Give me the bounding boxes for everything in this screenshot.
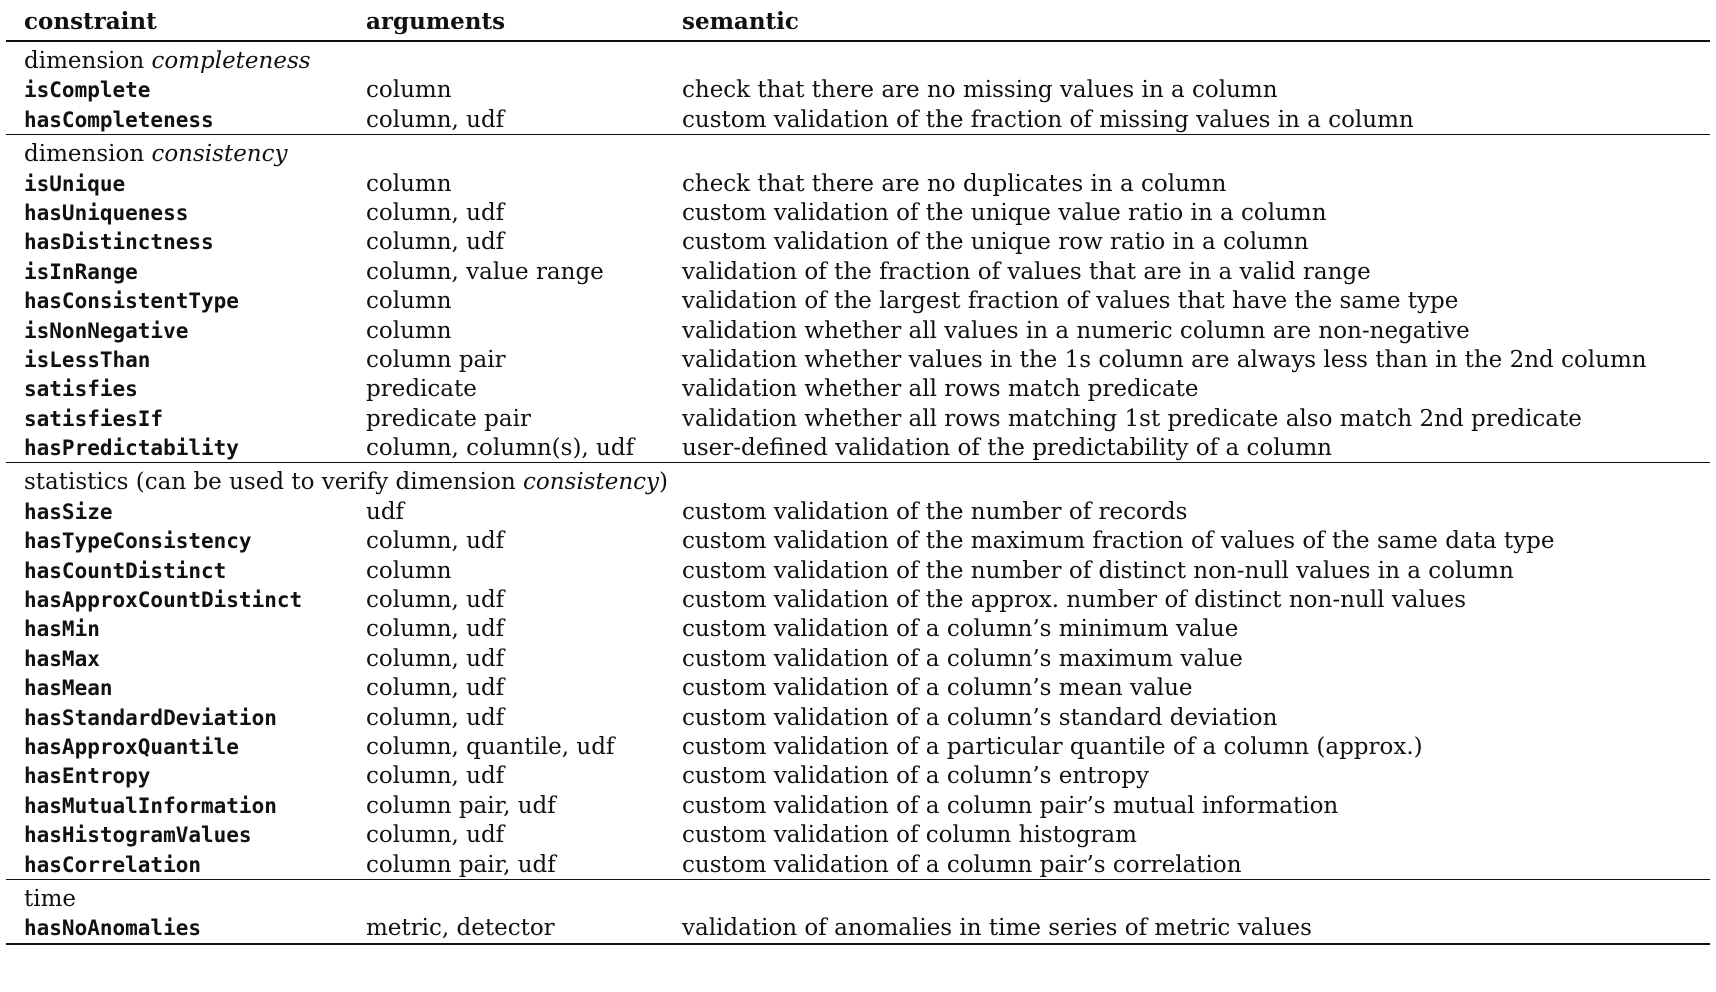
- semantic-cell: custom validation of the number of distinct non-null values in a column: [682, 557, 1514, 584]
- section-rule: [6, 943, 1710, 945]
- constraint-cell: hasUniqueness: [24, 200, 189, 225]
- table-row: [6, 345, 1714, 374]
- arguments-cell: column, value range: [366, 258, 604, 285]
- section-title-prefix: statistics (can be used to verify dimension: [24, 469, 523, 496]
- arguments-cell: column, udf: [366, 704, 505, 731]
- table-row: [6, 257, 1714, 286]
- table-row: [6, 703, 1714, 732]
- constraint-cell: hasCompleteness: [24, 107, 214, 132]
- semantic-cell: validation whether all values in a numeric column are non-negative: [682, 317, 1470, 344]
- semantic-cell: custom validation of the unique value ratio in a column: [682, 199, 1327, 226]
- section-title-prefix: time: [24, 885, 77, 912]
- table-row: [6, 169, 1714, 198]
- table-row: [6, 227, 1714, 256]
- arguments-cell: predicate pair: [366, 405, 531, 432]
- arguments-cell: column, udf: [366, 106, 505, 133]
- table-row: [6, 673, 1714, 702]
- constraint-cell: hasMax: [24, 646, 100, 671]
- semantic-cell: custom validation of a column pair’s mutual information: [682, 792, 1339, 819]
- table-row: [6, 791, 1714, 820]
- arguments-cell: predicate: [366, 376, 477, 403]
- section-title-emphasis: consistency: [151, 141, 288, 168]
- semantic-cell: check that there are no missing values in a column: [682, 77, 1278, 104]
- semantic-cell: custom validation of a particular quantile of a column (approx.): [682, 733, 1423, 760]
- constraint-cell: hasMin: [24, 617, 100, 642]
- constraint-cell: hasNoAnomalies: [24, 916, 202, 941]
- arguments-cell: column, udf: [366, 587, 505, 614]
- semantic-cell: custom validation of the number of records: [682, 498, 1188, 525]
- arguments-cell: column: [366, 288, 452, 315]
- arguments-cell: column pair, udf: [366, 792, 556, 819]
- section-title: [6, 139, 1714, 168]
- constraint-cell: hasMean: [24, 676, 113, 701]
- arguments-cell: column, udf: [366, 229, 505, 256]
- table-row: [6, 75, 1714, 104]
- table-row: [6, 585, 1714, 614]
- semantic-cell: custom validation of the fraction of missing values in a column: [682, 106, 1414, 133]
- table-row: [6, 404, 1714, 433]
- section-title-text: [24, 48, 311, 75]
- constraint-cell: hasApproxCountDistinct: [24, 588, 303, 613]
- semantic-cell: validation whether all rows matching 1st predicate also match 2nd predicate: [682, 405, 1582, 432]
- constraint-cell: isNonNegative: [24, 318, 189, 343]
- header-arguments: arguments: [366, 8, 506, 35]
- semantic-cell: custom validation of a column pair’s correlation: [682, 851, 1242, 878]
- constraint-cell: hasSize: [24, 499, 113, 524]
- section-title: [6, 467, 1714, 496]
- arguments-cell: column, udf: [366, 616, 505, 643]
- arguments-cell: column, udf: [366, 763, 505, 790]
- arguments-cell: udf: [366, 498, 405, 525]
- semantic-cell: custom validation of a column’s minimum value: [682, 616, 1239, 643]
- semantic-cell: custom validation of the unique row ratio in a column: [682, 229, 1309, 256]
- table-row: [6, 105, 1714, 134]
- table-body: [6, 42, 1714, 945]
- table-row: [6, 644, 1714, 673]
- constraint-cell: hasTypeConsistency: [24, 529, 252, 554]
- constraint-cell: isUnique: [24, 171, 126, 196]
- arguments-cell: column, udf: [366, 199, 505, 226]
- semantic-cell: validation of the fraction of values that are in a valid range: [682, 258, 1371, 285]
- table-row: [6, 374, 1714, 403]
- section-title-emphasis: consistency: [522, 469, 660, 496]
- table-row: [6, 913, 1714, 942]
- semantic-cell: custom validation of a column’s mean value: [682, 675, 1193, 702]
- semantic-cell: custom validation of a column’s entropy: [682, 763, 1149, 790]
- arguments-cell: column pair: [366, 346, 506, 373]
- constraint-cell: hasApproxQuantile: [24, 734, 239, 759]
- table-row: [6, 761, 1714, 790]
- constraint-cell: isInRange: [24, 259, 138, 284]
- section-title-prefix: dimension: [24, 141, 152, 168]
- arguments-cell: column, quantile, udf: [366, 733, 615, 760]
- section-title: [6, 46, 1714, 75]
- section-title-emphasis: completeness: [151, 48, 311, 74]
- arguments-cell: column: [366, 77, 452, 104]
- constraint-cell: hasMutualInformation: [24, 793, 277, 818]
- semantic-cell: validation whether all rows match predicate: [682, 376, 1199, 403]
- section-title-text: [24, 141, 288, 168]
- table-header: [6, 4, 1714, 40]
- arguments-cell: column, udf: [366, 675, 505, 702]
- semantic-cell: custom validation of the approx. number of distinct non-null values: [682, 587, 1467, 614]
- section-title-text: [24, 886, 76, 913]
- table-row: [6, 820, 1714, 849]
- semantic-cell: validation of the largest fraction of values that have the same type: [682, 288, 1459, 315]
- header-constraint: constraint: [24, 8, 157, 35]
- arguments-cell: column: [366, 557, 452, 584]
- constraint-cell: satisfies: [24, 377, 138, 402]
- arguments-cell: column, udf: [366, 645, 505, 672]
- constraint-cell: hasPredictability: [24, 436, 239, 461]
- section-title-suffix: ): [659, 469, 669, 496]
- constraint-cell: hasEntropy: [24, 764, 151, 789]
- semantic-cell: custom validation of a column’s standard deviation: [682, 704, 1278, 731]
- arguments-cell: column, column(s), udf: [366, 435, 635, 462]
- semantic-cell: user-defined validation of the predictability of a column: [682, 435, 1332, 462]
- table-row: [6, 316, 1714, 345]
- constraint-cell: hasCorrelation: [24, 852, 202, 877]
- section-title-text: [24, 469, 668, 496]
- arguments-cell: column, udf: [366, 528, 505, 555]
- constraint-cell: hasCountDistinct: [24, 558, 227, 583]
- arguments-cell: column: [366, 170, 452, 197]
- table-row: [6, 497, 1714, 526]
- semantic-cell: custom validation of the maximum fraction of values of the same data type: [682, 528, 1555, 555]
- arguments-cell: column, udf: [366, 822, 505, 849]
- arguments-cell: metric, detector: [366, 915, 555, 942]
- constraint-cell: isComplete: [24, 78, 151, 103]
- table-row: [6, 732, 1714, 761]
- constraint-cell: hasStandardDeviation: [24, 705, 277, 730]
- table-row: [6, 433, 1714, 462]
- semantic-cell: validation whether values in the 1s column are always less than in the 2nd column: [682, 346, 1647, 373]
- constraint-cell: hasHistogramValues: [24, 823, 252, 848]
- constraint-cell: hasDistinctness: [24, 230, 214, 255]
- table-row: [6, 850, 1714, 879]
- semantic-cell: validation of anomalies in time series of metric values: [682, 915, 1312, 942]
- constraints-table: [6, 4, 1714, 945]
- semantic-cell: custom validation of a column’s maximum value: [682, 645, 1243, 672]
- arguments-cell: column: [366, 317, 452, 344]
- constraint-cell: satisfiesIf: [24, 406, 164, 431]
- arguments-cell: column pair, udf: [366, 851, 556, 878]
- table-row: [6, 614, 1714, 643]
- table-row: [6, 198, 1714, 227]
- table-row: [6, 556, 1714, 585]
- semantic-cell: custom validation of column histogram: [682, 822, 1137, 849]
- section-title-prefix: dimension: [24, 48, 152, 74]
- table-row: [6, 526, 1714, 555]
- semantic-cell: check that there are no duplicates in a column: [682, 170, 1227, 197]
- constraint-cell: isLessThan: [24, 347, 151, 372]
- constraint-cell: hasConsistentType: [24, 289, 239, 314]
- table-row: [6, 286, 1714, 315]
- section-title: [6, 884, 1714, 913]
- header-semantic: semantic: [682, 8, 799, 35]
